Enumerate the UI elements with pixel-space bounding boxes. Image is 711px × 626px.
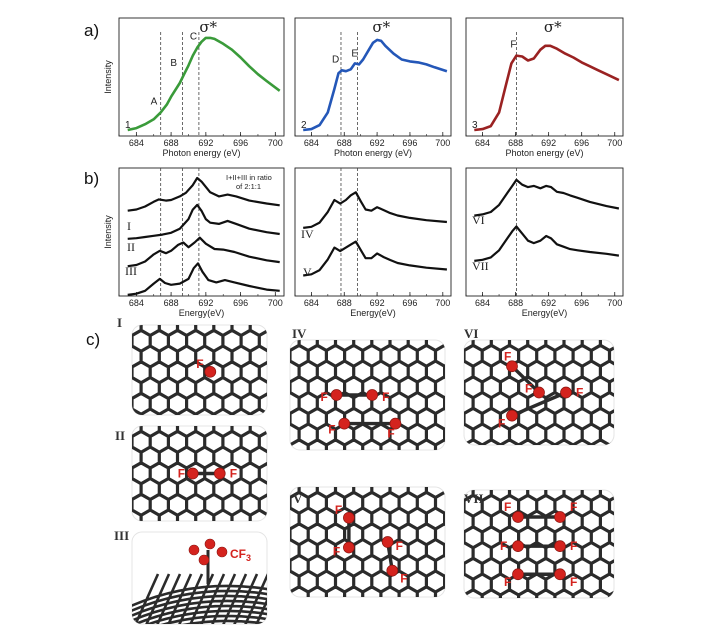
fluorine-label: F [320,390,328,404]
spectrum-line [303,40,447,130]
structure-V [263,461,490,624]
series-label-VI: VI [472,213,485,227]
x-tick-label: 696 [574,298,590,308]
series-line-V [303,242,447,276]
fluorine-atom [507,410,518,421]
chart-a2 [295,18,451,158]
x-tick-label: 696 [233,298,249,308]
series-line-VI [474,180,619,216]
series-label-VII: VII [472,259,489,273]
spectrum-line [474,46,619,130]
fluorine-label: F [382,390,390,404]
chart-a1 [103,18,284,158]
peak-label-D: D [331,54,340,66]
fluorine-label: F [387,426,395,441]
fluorine-label: F [334,502,343,517]
fluorine-label: F [570,539,578,554]
peak-label-C: C [189,31,198,43]
series-line-IV [303,192,447,228]
structure-label-III: III [114,528,130,543]
structure-IV [263,314,490,477]
fluorine-atom [199,555,209,565]
structure-I [105,299,314,446]
chart-b3 [466,168,623,318]
fluorine-label: F [395,539,403,553]
cf3-label: $CF_3$ [230,547,252,563]
fluorine-atom [214,468,225,479]
x-tick-label: 688 [163,138,179,148]
fluorine-atom [331,390,342,401]
x-axis-title: Photon energy (eV) [505,148,584,158]
spectrum-index-label: 3 [472,120,478,131]
x-tick-label: 688 [508,298,524,308]
fluorine-atom [205,366,216,377]
fluorine-label: F [570,575,578,590]
fluorine-label: F [570,500,578,514]
x-tick-label: 688 [336,138,352,148]
series-label-I: I [127,219,131,233]
x-tick-label: 684 [475,298,491,308]
series-line-II [128,238,280,267]
x-tick-label: 696 [233,138,249,148]
graphene-lattice [263,461,490,624]
x-tick-label: 700 [607,298,623,308]
structure-label-VII: VII [464,491,484,506]
fluorine-atom [382,537,393,548]
x-tick-label: 684 [303,298,319,308]
spectrum-index-label: 2 [301,120,307,131]
panel-label-b: b) [84,169,100,188]
structure-label-I: I [117,315,123,330]
peak-label-E: E [351,48,359,60]
fluorine-label: F [504,349,512,364]
spectrum-index-label: 1 [125,120,131,131]
structure-label-IV: IV [292,326,307,341]
x-tick-label: 692 [198,298,214,308]
structure-II [105,400,314,547]
plot-frame [295,168,451,296]
fluorine-label: F [328,422,336,437]
structure-label-V: V [293,491,303,506]
carbon-bonds [263,461,490,624]
series-line-III [128,263,280,295]
x-axis-title: Photon energy (eV) [333,148,413,158]
fluorine-atom [555,541,566,552]
x-tick-label: 688 [508,138,524,148]
series-label-II: II [127,240,135,254]
spectrum-line [128,38,280,130]
fluorine-label: F [504,500,512,514]
fluorine-atom [387,565,398,576]
fluorine-atom [513,569,524,580]
x-tick-label: 692 [541,138,557,148]
fluorine-atom [367,390,378,401]
x-tick-label: 684 [303,138,319,148]
fluorine-atom [205,539,215,549]
x-axis-title: Energy(eV) [178,308,225,318]
peak-label-A: A [150,96,158,108]
x-tick-label: 696 [402,138,418,148]
x-axis-title: Photon energy (eV) [162,148,241,158]
fluorine-atom [343,542,354,553]
x-tick-label: 684 [475,138,491,148]
x-tick-label: 700 [435,138,451,148]
series-label-IV: IV [301,227,314,241]
fluorine-label: F [196,356,204,371]
structure-VI [437,314,664,461]
structure-label-VI: VI [464,326,479,341]
fluorine-label: F [500,539,508,554]
fluorine-label: F [498,416,506,431]
x-tick-label: 700 [267,138,283,148]
series-line-I [128,205,280,239]
fluorine-label: F [177,466,186,481]
fluorine-label: F [576,385,584,400]
structure-VII [437,464,664,626]
chart-b2 [295,168,451,318]
sigma-star-label: σ* [372,18,391,36]
structure-III [114,528,301,626]
panel-label-c: c) [86,330,101,349]
fluorine-atom [561,387,572,398]
y-axis-title: Intensity [103,215,113,249]
x-axis-title: Energy(eV) [350,308,396,318]
x-tick-label: 684 [128,298,144,308]
sigma-star-label: σ* [543,18,562,36]
x-tick-label: 692 [369,298,385,308]
series-label-V: V [303,265,312,279]
fluorine-label: F [525,381,533,396]
ratio-note-line1: I+II+III in ratio [226,173,272,182]
structure-label-II: II [115,428,126,443]
series-label-III: III [125,264,137,278]
x-tick-label: 692 [369,138,385,148]
fluorine-atom [339,418,350,429]
y-axis-title: Intensity [103,60,113,94]
x-tick-label: 700 [267,298,283,308]
fluorine-label: F [229,466,238,481]
series-line-VII [474,227,619,261]
fluorine-label: F [400,571,408,586]
panel-label-a: a) [84,21,100,40]
fluorine-atom [555,569,566,580]
x-axis-title: Energy(eV) [521,308,568,318]
x-tick-label: 696 [574,138,590,148]
fluorine-label: F [504,575,512,590]
x-tick-label: 684 [128,138,144,148]
x-tick-label: 700 [435,298,451,308]
x-tick-label: 700 [607,138,623,148]
fluorine-atom [217,547,227,557]
x-tick-label: 692 [541,298,557,308]
fluorine-atom [513,541,524,552]
fluorine-atom [343,512,354,523]
peak-label-F: F [510,39,517,51]
ratio-note-line2: of 2:1:1 [236,182,262,191]
fluorine-label: F [332,544,341,559]
chart-a3 [466,18,623,158]
fluorine-atom [555,512,566,523]
sigma-star-label: σ* [199,18,218,36]
peak-label-B: B [170,58,178,70]
fluorine-atom [534,387,545,398]
fluorine-atom [513,512,524,523]
x-tick-label: 692 [198,138,214,148]
fluorine-atom [189,545,199,555]
x-tick-label: 696 [402,298,418,308]
fluorine-atom [187,468,198,479]
cf3-subscript: 3 [246,553,252,563]
x-tick-label: 688 [336,298,352,308]
x-tick-label: 688 [163,298,179,308]
